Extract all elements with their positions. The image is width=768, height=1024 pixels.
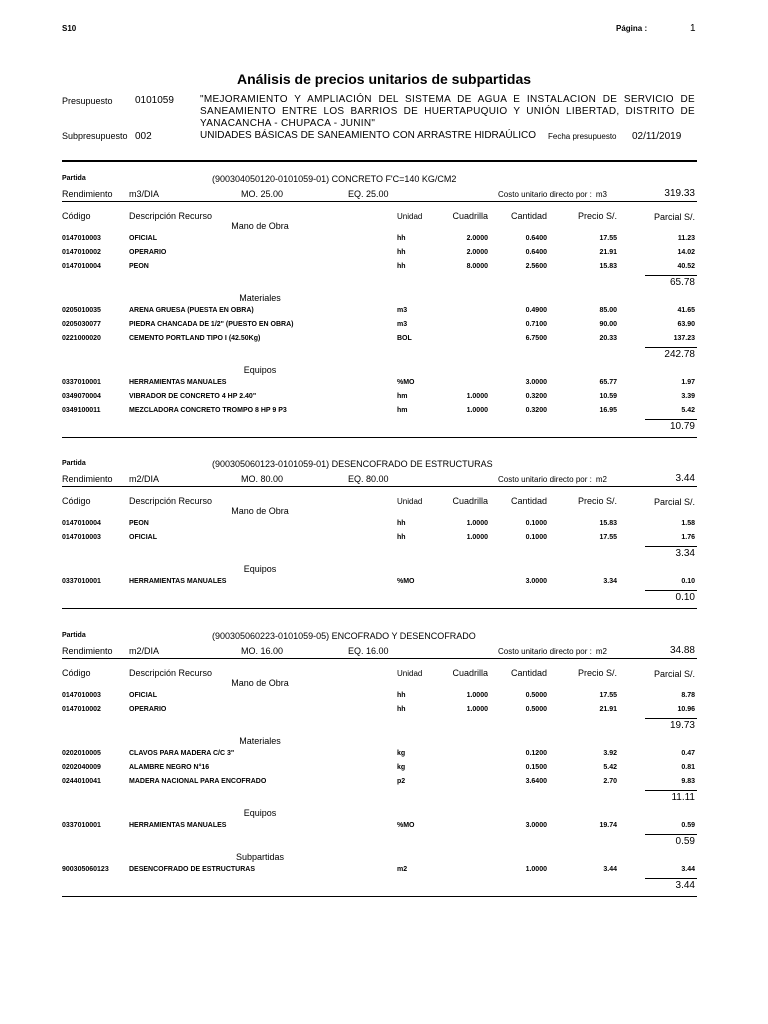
- row-precio: 21.91: [599, 706, 617, 713]
- row-precio: 2.70: [603, 778, 617, 785]
- row-codigo: 900305060123: [62, 866, 109, 873]
- row-unidad: hh: [397, 520, 406, 527]
- row-unidad: hh: [397, 249, 406, 256]
- row-codigo: 0349070004: [62, 393, 101, 400]
- group-name: Equipos: [243, 365, 277, 375]
- row-precio: 15.83: [599, 263, 617, 270]
- col-cantidad: Cantidad: [510, 496, 547, 506]
- col-unidad: Unidad: [397, 497, 423, 506]
- row-cantidad: 2.5600: [525, 263, 547, 270]
- row-precio: 21.91: [599, 249, 617, 256]
- row-precio: 5.42: [603, 764, 617, 771]
- group-subtotal: 242.78: [664, 349, 695, 360]
- col-precio: Precio S/.: [577, 211, 617, 221]
- row-parcial: 5.42: [681, 407, 695, 414]
- costo-unitario-text: Costo unitario directo por :: [498, 475, 592, 484]
- rendimiento-unit: m2/DIA: [129, 646, 160, 656]
- row-descripcion: DESENCOFRADO DE ESTRUCTURAS: [129, 866, 256, 873]
- col-codigo: Código: [62, 496, 91, 506]
- costo-unitario-unit: m3: [595, 190, 607, 199]
- group-subtotal: 0.10: [675, 592, 695, 603]
- row-parcial: 3.44: [681, 866, 695, 873]
- row-cantidad: 0.1000: [525, 534, 547, 541]
- row-cantidad: 3.0000: [525, 822, 547, 829]
- col-cuadrilla: Cuadrilla: [452, 211, 488, 221]
- row-descripcion: PEON: [129, 520, 149, 527]
- row-unidad: m2: [397, 866, 408, 873]
- group-name: Materiales: [239, 293, 281, 303]
- row-cuadrilla: 2.0000: [466, 249, 488, 256]
- partida-label: Partida: [62, 632, 86, 639]
- row-cantidad: 0.6400: [525, 235, 547, 242]
- group-name: Equipos: [243, 808, 277, 818]
- costo-unitario-label: [498, 475, 607, 484]
- row-descripcion: HERRAMIENTAS MANUALES: [129, 822, 227, 829]
- row-descripcion: HERRAMIENTAS MANUALES: [129, 578, 227, 585]
- row-cantidad: 1.0000: [525, 866, 547, 873]
- table-row: [0, 249, 768, 263]
- row-cantidad: 0.5000: [525, 706, 547, 713]
- row-unidad: hh: [397, 263, 406, 270]
- col-cantidad: Cantidad: [510, 211, 547, 221]
- row-unidad: kg: [397, 764, 406, 771]
- fecha-label: Fecha presupuesto: [548, 132, 617, 141]
- row-codigo: 0337010001: [62, 578, 101, 585]
- group-subtotal: 19.73: [669, 720, 695, 731]
- row-descripcion: OFICIAL: [129, 692, 157, 699]
- table-row: [0, 235, 768, 249]
- row-codigo: 0202040009: [62, 764, 101, 771]
- table-row: [0, 307, 768, 321]
- row-parcial: 40.52: [677, 263, 695, 270]
- row-unidad: %MO: [397, 822, 415, 829]
- table-row: [0, 764, 768, 778]
- row-codigo: 0147010003: [62, 235, 101, 242]
- row-codigo: 0337010001: [62, 379, 101, 386]
- row-precio: 19.74: [599, 822, 617, 829]
- col-descripcion: Descripción Recurso: [129, 496, 213, 506]
- col-parcial: Parcial S/.: [653, 669, 695, 679]
- table-row: [0, 692, 768, 706]
- row-descripcion: OPERARIO: [129, 249, 167, 256]
- table-row: [0, 321, 768, 335]
- row-cantidad: 0.1000: [525, 520, 547, 527]
- mo-value: MO. 25.00: [241, 189, 284, 199]
- costo-unitario-label: [498, 647, 607, 656]
- table-row: [0, 393, 768, 407]
- row-parcial: 14.02: [677, 249, 695, 256]
- table-row: [0, 379, 768, 393]
- row-codigo: 0147010004: [62, 263, 101, 270]
- table-row: [0, 750, 768, 764]
- presupuesto-label: Presupuesto: [62, 96, 113, 106]
- row-codigo: 0147010004: [62, 520, 101, 527]
- row-cuadrilla: 8.0000: [466, 263, 488, 270]
- subtotal-rule: [645, 590, 697, 591]
- section-end-rule: [62, 437, 697, 438]
- mo-value: MO. 16.00: [241, 646, 284, 656]
- costo-unitario-unit: m2: [595, 647, 607, 656]
- row-unidad: m3: [397, 307, 408, 314]
- row-descripcion: ALAMBRE NEGRO N°16: [129, 764, 210, 771]
- costo-unitario-total: 319.33: [664, 188, 695, 199]
- col-cuadrilla: Cuadrilla: [452, 496, 488, 506]
- group-name: Mano de Obra: [231, 221, 289, 231]
- col-unidad: Unidad: [397, 669, 423, 678]
- row-cuadrilla: 1.0000: [466, 407, 488, 414]
- row-parcial: 0.59: [681, 822, 695, 829]
- row-unidad: hh: [397, 692, 406, 699]
- presupuesto-code: 0101059: [135, 95, 174, 106]
- row-codigo: 0147010003: [62, 534, 101, 541]
- group-subtotal: 0.59: [675, 836, 695, 847]
- col-parcial: Parcial S/.: [653, 212, 695, 222]
- rendimiento-unit: m3/DIA: [129, 189, 160, 199]
- row-unidad: BOL: [397, 335, 412, 342]
- row-parcial: 1.58: [681, 520, 695, 527]
- col-precio: Precio S/.: [577, 668, 617, 678]
- row-precio: 16.95: [599, 407, 617, 414]
- row-descripcion: MADERA NACIONAL PARA ENCOFRADO: [129, 778, 267, 785]
- row-cantidad: 3.0000: [525, 578, 547, 585]
- row-unidad: m3: [397, 321, 408, 328]
- presupuesto-description: "MEJORAMIENTO Y AMPLIACIÓN DEL SISTEMA DE AGUA E INSTALACION DE SERVICIO DE SANEAMIENTO ENTRE LOS BARRIOS DE HUERTAPUQUIO Y UNIÓN LIBERTAD, DISTRITO DE YANACANCHA - CHUPACA - JUNIN": [200, 94, 695, 129]
- col-parcial: Parcial S/.: [653, 497, 695, 507]
- eq-value: EQ. 25.00: [348, 189, 389, 199]
- costo-unitario-unit: m2: [595, 475, 607, 484]
- row-unidad: hm: [397, 393, 408, 400]
- row-cuadrilla: 2.0000: [466, 235, 488, 242]
- row-cantidad: 0.6400: [525, 249, 547, 256]
- partida-title: (900305060223-0101059-05) ENCOFRADO Y DESENCOFRADO: [212, 631, 476, 641]
- row-descripcion: OFICIAL: [129, 534, 157, 541]
- row-descripcion: ARENA GRUESA (PUESTA EN OBRA): [129, 307, 254, 314]
- col-cantidad: Cantidad: [510, 668, 547, 678]
- row-parcial: 0.81: [681, 764, 695, 771]
- row-parcial: 137.23: [673, 335, 695, 342]
- row-cantidad: 0.3200: [525, 407, 547, 414]
- costo-unitario-text: Costo unitario directo por :: [498, 647, 592, 656]
- col-codigo: Código: [62, 211, 91, 221]
- row-descripcion: PIEDRA CHANCADA DE 1/2" (PUESTO EN OBRA): [129, 321, 294, 328]
- row-parcial: 1.97: [681, 379, 695, 386]
- row-unidad: hh: [397, 235, 406, 242]
- page-number: 1: [690, 23, 696, 34]
- row-precio: 10.59: [599, 393, 617, 400]
- eq-value: EQ. 16.00: [348, 646, 389, 656]
- row-unidad: hh: [397, 706, 406, 713]
- row-precio: 65.77: [599, 379, 617, 386]
- rendimiento-label: Rendimiento: [62, 474, 113, 484]
- row-codigo: 0147010003: [62, 692, 101, 699]
- costo-unitario-text: Costo unitario directo por :: [498, 190, 592, 199]
- row-descripcion: CEMENTO PORTLAND TIPO I (42.50Kg): [129, 335, 261, 342]
- costo-unitario-total: 3.44: [675, 473, 695, 484]
- eq-value: EQ. 80.00: [348, 474, 389, 484]
- costo-unitario-total: 34.88: [669, 645, 695, 656]
- subtotal-rule: [645, 546, 697, 547]
- row-descripcion: MEZCLADORA CONCRETO TROMPO 8 HP 9 P3: [129, 407, 287, 414]
- row-cuadrilla: 1.0000: [466, 520, 488, 527]
- subtotal-rule: [645, 834, 697, 835]
- section-end-rule: [62, 608, 697, 609]
- group-subtotal: 11.11: [671, 792, 695, 803]
- group-subtotal: 10.79: [669, 421, 695, 432]
- row-codigo: 0147010002: [62, 249, 101, 256]
- row-codigo: 0202010005: [62, 750, 101, 757]
- row-descripcion: CLAVOS PARA MADERA C/C 3": [129, 750, 235, 757]
- row-parcial: 63.90: [677, 321, 695, 328]
- rendimiento-label: Rendimiento: [62, 189, 113, 199]
- row-codigo: 0349100011: [62, 407, 101, 414]
- row-parcial: 3.39: [681, 393, 695, 400]
- row-unidad: hh: [397, 534, 406, 541]
- partida-title: (900304050120-0101059-01) CONCRETO F'C=140 KG/CM2: [212, 174, 457, 184]
- row-descripcion: PEON: [129, 263, 149, 270]
- row-parcial: 0.47: [681, 750, 695, 757]
- row-cantidad: 3.0000: [525, 379, 547, 386]
- row-parcial: 10.96: [677, 706, 695, 713]
- col-codigo: Código: [62, 668, 91, 678]
- col-precio: Precio S/.: [577, 496, 617, 506]
- row-codigo: 0205010035: [62, 307, 101, 314]
- col-descripcion: Descripción Recurso: [129, 211, 213, 221]
- row-cuadrilla: 1.0000: [466, 393, 488, 400]
- subtotal-rule: [645, 347, 697, 348]
- group-name: Materiales: [239, 736, 281, 746]
- row-codigo: 0147010002: [62, 706, 101, 713]
- row-precio: 3.92: [603, 750, 617, 757]
- row-unidad: p2: [397, 778, 406, 785]
- subtotal-rule: [645, 275, 697, 276]
- row-descripcion: VIBRADOR DE CONCRETO 4 HP 2.40": [129, 393, 257, 400]
- col-cuadrilla: Cuadrilla: [452, 668, 488, 678]
- row-codigo: 0244010041: [62, 778, 101, 785]
- row-precio: 90.00: [599, 321, 617, 328]
- row-cantidad: 3.6400: [525, 778, 547, 785]
- group-name: Mano de Obra: [231, 678, 289, 688]
- row-unidad: %MO: [397, 379, 415, 386]
- group-name: Equipos: [243, 564, 277, 574]
- row-cantidad: 0.1500: [525, 764, 547, 771]
- row-codigo: 0221000020: [62, 335, 101, 342]
- row-parcial: 1.76: [681, 534, 695, 541]
- row-descripcion: HERRAMIENTAS MANUALES: [129, 379, 227, 386]
- row-descripcion: OFICIAL: [129, 235, 157, 242]
- row-codigo: 0205030077: [62, 321, 101, 328]
- rendimiento-label: Rendimiento: [62, 646, 113, 656]
- row-cuadrilla: 1.0000: [466, 534, 488, 541]
- row-descripcion: OPERARIO: [129, 706, 167, 713]
- subtotal-rule: [645, 878, 697, 879]
- group-subtotal: 3.34: [675, 548, 695, 559]
- partida-label: Partida: [62, 175, 86, 182]
- group-subtotal: 65.78: [669, 277, 695, 288]
- mo-value: MO. 80.00: [241, 474, 284, 484]
- group-name: Mano de Obra: [231, 506, 289, 516]
- subtotal-rule: [645, 718, 697, 719]
- rendimiento-unit: m2/DIA: [129, 474, 160, 484]
- row-precio: 20.33: [599, 335, 617, 342]
- row-cantidad: 6.7500: [525, 335, 547, 342]
- row-precio: 3.34: [603, 578, 617, 585]
- partida-label: Partida: [62, 460, 86, 467]
- row-cantidad: 0.1200: [525, 750, 547, 757]
- header-rule: [62, 160, 697, 162]
- row-cuadrilla: 1.0000: [466, 692, 488, 699]
- row-precio: 15.83: [599, 520, 617, 527]
- row-unidad: %MO: [397, 578, 415, 585]
- row-cantidad: 0.5000: [525, 692, 547, 699]
- row-parcial: 9.83: [681, 778, 695, 785]
- section-rule: [62, 486, 697, 487]
- row-cantidad: 0.3200: [525, 393, 547, 400]
- page-label: Página :: [616, 24, 648, 33]
- partida-title: (900305060123-0101059-01) DESENCOFRADO DE ESTRUCTURAS: [212, 459, 493, 469]
- subpresupuesto-label: Subpresupuesto: [62, 131, 128, 141]
- row-unidad: kg: [397, 750, 406, 757]
- subpresupuesto-code: 002: [135, 131, 152, 142]
- row-parcial: 41.65: [677, 307, 695, 314]
- row-parcial: 8.78: [681, 692, 695, 699]
- row-precio: 3.44: [603, 866, 617, 873]
- row-cantidad: 0.4900: [525, 307, 547, 314]
- row-unidad: hm: [397, 407, 408, 414]
- row-cantidad: 0.7100: [525, 321, 547, 328]
- row-precio: 85.00: [599, 307, 617, 314]
- costo-unitario-label: [498, 190, 607, 199]
- row-parcial: 11.23: [677, 235, 695, 242]
- subpresupuesto-description: UNIDADES BÁSICAS DE SANEAMIENTO CON ARRASTRE HIDRAÚLICO: [200, 130, 536, 141]
- page-title: Análisis de precios unitarios de subpartidas: [236, 71, 532, 87]
- table-row: [0, 520, 768, 534]
- report-code: S10: [62, 24, 77, 33]
- row-precio: 17.55: [599, 534, 617, 541]
- group-subtotal: 3.44: [675, 880, 695, 891]
- row-cuadrilla: 1.0000: [466, 706, 488, 713]
- section-end-rule: [62, 896, 697, 897]
- col-descripcion: Descripción Recurso: [129, 668, 213, 678]
- col-unidad: Unidad: [397, 212, 423, 221]
- subtotal-rule: [645, 419, 697, 420]
- row-precio: 17.55: [599, 235, 617, 242]
- row-parcial: 0.10: [681, 578, 695, 585]
- subtotal-rule: [645, 790, 697, 791]
- row-precio: 17.55: [599, 692, 617, 699]
- group-name: Subpartidas: [235, 852, 285, 862]
- fecha-value: 02/11/2019: [632, 131, 682, 142]
- row-codigo: 0337010001: [62, 822, 101, 829]
- section-rule: [62, 658, 697, 659]
- section-rule: [62, 201, 697, 202]
